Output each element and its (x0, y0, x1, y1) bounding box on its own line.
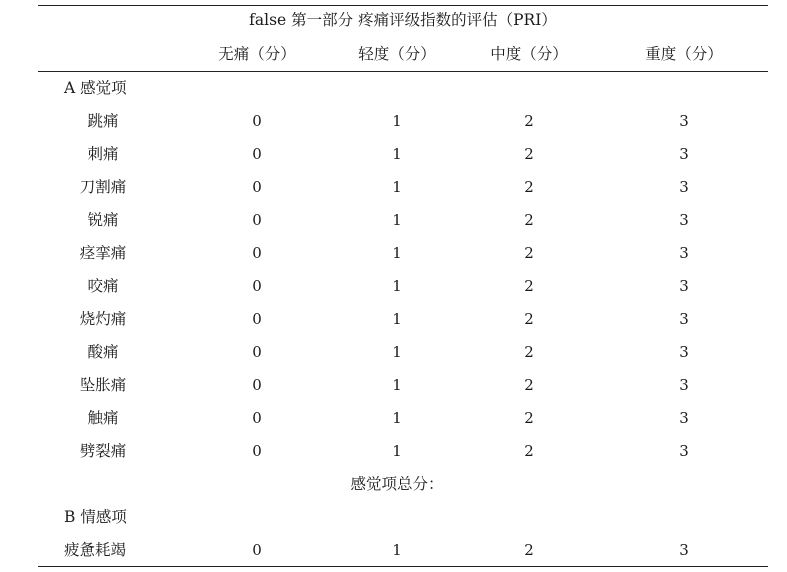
score-cell: 2 (524, 376, 534, 394)
score-cell: 1 (392, 442, 402, 460)
table-bottom-rule (38, 566, 768, 567)
row-label: 痉挛痛 (79, 244, 127, 262)
score-cell: 2 (524, 112, 534, 130)
row-label: 跳痛 (87, 112, 119, 130)
score-cell: 3 (679, 442, 689, 460)
score-cell: 3 (679, 541, 689, 559)
score-cell: 1 (392, 244, 402, 262)
score-cell: 3 (679, 178, 689, 196)
score-cell: 0 (252, 178, 262, 196)
column-header-severe: 重度（分） (645, 45, 723, 63)
score-cell: 2 (524, 277, 534, 295)
score-cell: 0 (252, 541, 262, 559)
table-top-rule (38, 5, 768, 6)
score-cell: 3 (679, 145, 689, 163)
score-cell: 2 (524, 409, 534, 427)
score-cell: 1 (392, 541, 402, 559)
row-label: 坠胀痛 (79, 376, 127, 394)
score-cell: 3 (679, 277, 689, 295)
score-cell: 2 (524, 244, 534, 262)
row-label: 劈裂痛 (79, 442, 127, 460)
score-cell: 2 (524, 310, 534, 328)
score-cell: 1 (392, 211, 402, 229)
score-cell: 3 (679, 310, 689, 328)
score-cell: 1 (392, 310, 402, 328)
header-rule (38, 71, 768, 72)
score-cell: 2 (524, 211, 534, 229)
row-label: 锐痛 (87, 211, 119, 229)
score-cell: 2 (524, 343, 534, 361)
score-cell: 0 (252, 112, 262, 130)
row-label: 疲惫耗竭 (63, 541, 127, 559)
row-label: 触痛 (87, 409, 119, 427)
score-cell: 3 (679, 244, 689, 262)
score-cell: 1 (392, 343, 402, 361)
score-cell: 1 (392, 277, 402, 295)
score-cell: 0 (252, 244, 262, 262)
score-cell: 2 (524, 145, 534, 163)
score-cell: 2 (524, 541, 534, 559)
section-a-total-label: 感觉项总分： (350, 475, 444, 493)
score-cell: 3 (679, 112, 689, 130)
score-cell: 1 (392, 409, 402, 427)
row-label: 刀割痛 (79, 178, 127, 196)
table-title: false 第一部分 疼痛评级指数的评估（PRI） (249, 11, 557, 29)
row-label: 烧灼痛 (79, 310, 127, 328)
score-cell: 3 (679, 376, 689, 394)
column-header-moderate: 中度（分） (490, 45, 568, 63)
score-cell: 0 (252, 376, 262, 394)
score-cell: 3 (679, 211, 689, 229)
score-cell: 0 (252, 442, 262, 460)
section-a-label: A 感觉项 (64, 79, 127, 97)
score-cell: 0 (252, 211, 262, 229)
score-cell: 3 (679, 409, 689, 427)
score-cell: 0 (252, 277, 262, 295)
section-b-label: B 情感项 (64, 508, 127, 526)
score-cell: 0 (252, 409, 262, 427)
score-cell: 1 (392, 112, 402, 130)
score-cell: 1 (392, 145, 402, 163)
score-cell: 1 (392, 178, 402, 196)
score-cell: 0 (252, 145, 262, 163)
score-cell: 2 (524, 178, 534, 196)
score-cell: 2 (524, 442, 534, 460)
row-label: 咬痛 (87, 277, 119, 295)
column-header-none: 无痛（分） (218, 45, 296, 63)
row-label: 酸痛 (87, 343, 119, 361)
score-cell: 1 (392, 376, 402, 394)
column-header-mild: 轻度（分） (358, 45, 436, 63)
row-label: 刺痛 (87, 145, 119, 163)
score-cell: 0 (252, 310, 262, 328)
score-cell: 0 (252, 343, 262, 361)
score-cell: 3 (679, 343, 689, 361)
